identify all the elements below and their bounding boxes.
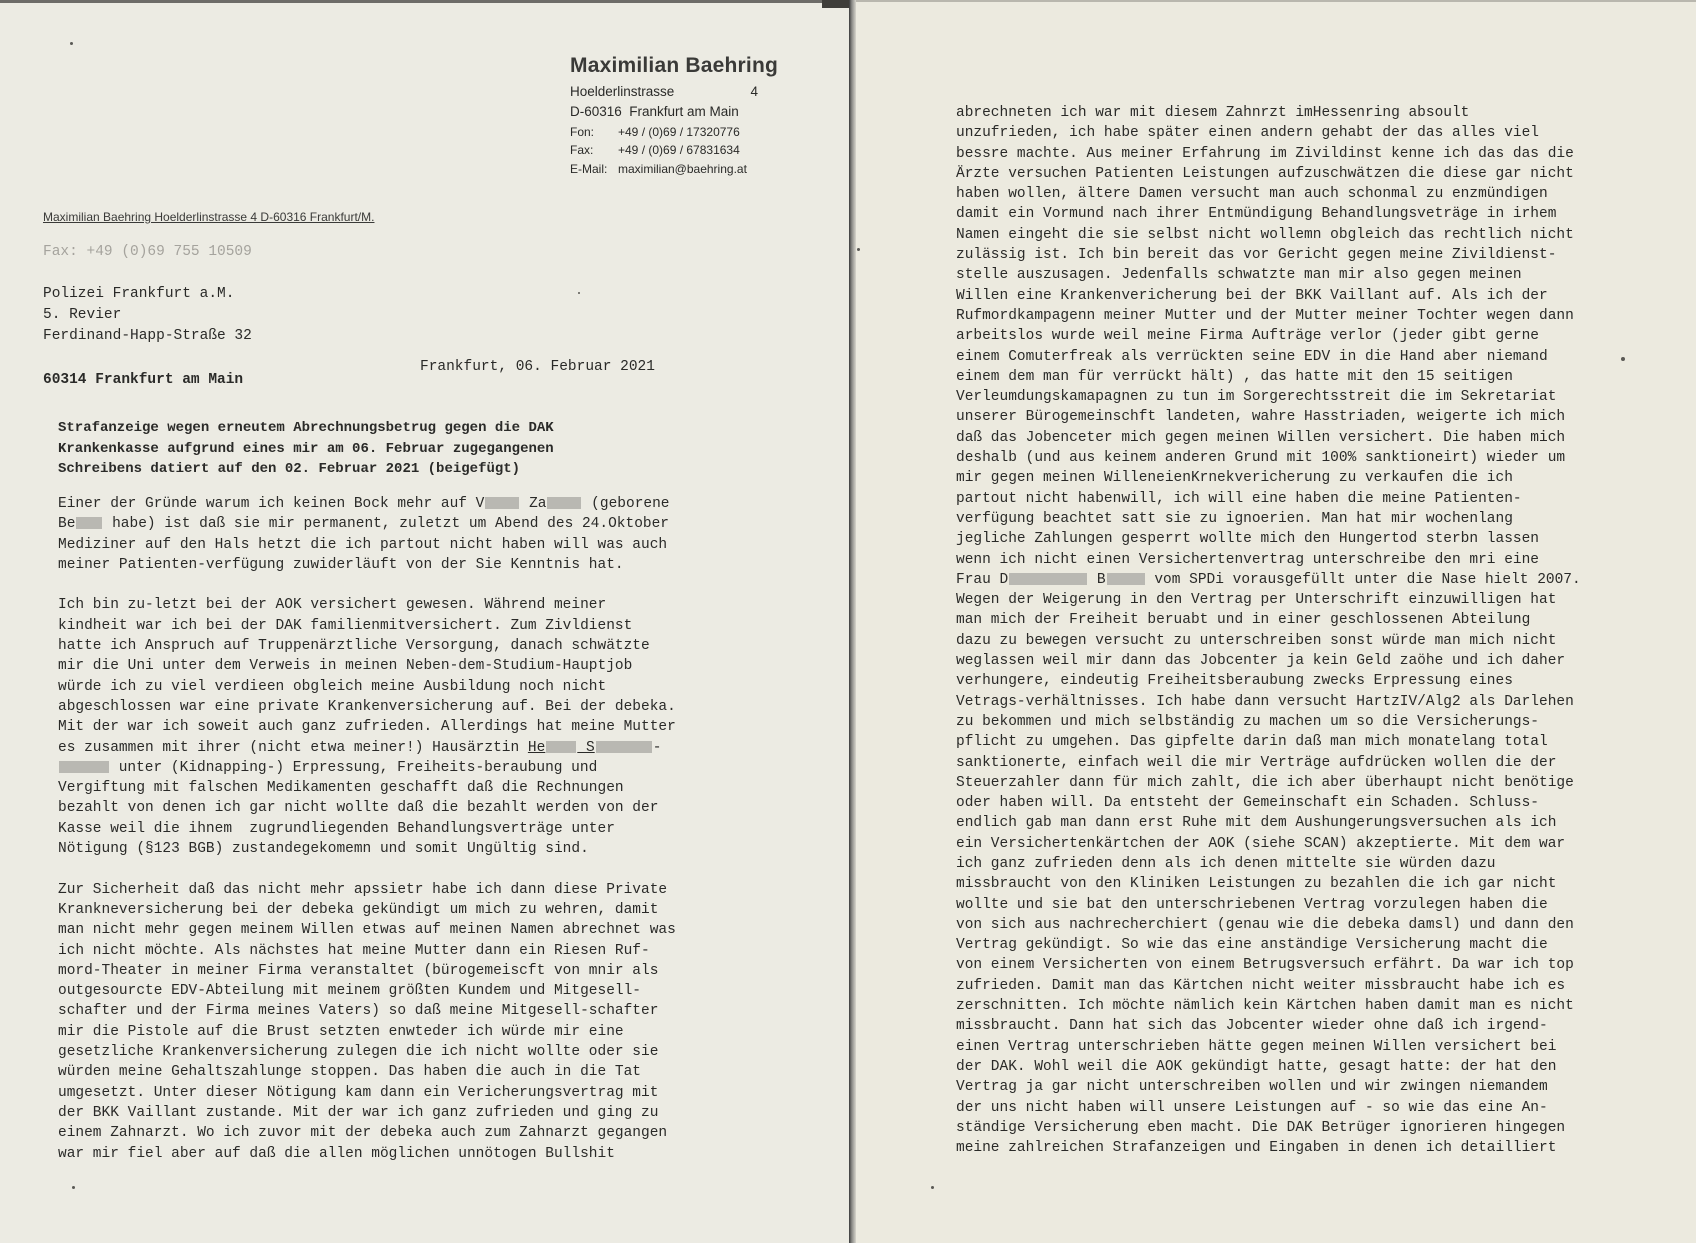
recipient-line-1: Polizei Frankfurt a.M. <box>43 286 235 302</box>
email-label: E-Mail: <box>570 162 608 176</box>
redaction-block <box>485 497 519 509</box>
right-text-part-2: B <box>1088 571 1106 588</box>
p1-text-c: (geborene <box>582 496 670 512</box>
recipient-line-2: 5. Revier <box>43 307 122 323</box>
p1-text-d: Be <box>58 516 76 533</box>
fax-label: Fax: <box>570 143 594 157</box>
letterhead-street: Hoelderlinstrasse <box>570 84 675 99</box>
letterhead-email-row <box>570 162 747 176</box>
redaction-block <box>59 761 109 773</box>
letterhead-street-no: 4 <box>750 84 758 99</box>
letter-body-right <box>956 103 1676 1158</box>
redaction-block <box>547 497 581 509</box>
scan-speck <box>1621 357 1625 361</box>
scan-mark <box>822 0 850 8</box>
p2-dash: - <box>652 739 662 756</box>
p1-text-e: habe) ist daß sie mir permanent, zuletzt um Abend des 24.Oktober <box>103 516 669 533</box>
letterhead-phone-row <box>570 125 740 139</box>
scan-edge-top <box>0 0 852 3</box>
phone-label: Fon: <box>570 125 595 139</box>
right-text-part-3: vom SPDi vorausgefüllt unter die Nase hielt 2007. Wegen der Weigerung in den Vertrag per Unterschrift einzuwilligen hat man mich der Freiheit beruabt und in einer geschlossenen Abteilung dazu zu bewegen versucht zu unterschreiben sonst würde man mich nicht weglassen weil mir dann das Jobcenter ja kein Geld zaöhe und ich daher verhungere, eindeutig Freiheitsberaubung zwecks Erpressung eines Vetrags-verhältnisses. Ich habe dann versucht HartzIV/Alg2 als Darlehen zu bekommen und mich selbständig zu machen um so die Versicherungs- pflicht zu umgehen. Das gipfelte darin daß man mich monatelang total sanktionerte, einfach weil die mir Verträge aufdrücken wollen die der Steuerzahler dann für mich zahlt, die ich aber überhaupt nicht benötige oder haben will. Da entsteht der Gemeinschaft ein Schaden. Schluss- endlich gab man dann erst Ruhe mit dem Aushungerungsversuchen als ich ein Versichertenkärtchen der AOK (siehe SCAN) akzeptierte. Mit dem war ich ganz zufrieden denn als ich denen mittelte sie würden dazu missbraucht von den Kliniken Leistungen zu bezahlen die ich gar nicht wollte und sie bat den unterschriebenen Vertrag vorzulegen haben die von sich aus nachrecherchiert (genau wie die debeka damsl) und dann den Vertrag gekündigt. So wie das eine anständige Versicherung macht die von einem Versicherten von einem Betrugsversuch erfährt. Da war ich top zufrieden. Damit man das Kärtchen nicht weiter missbraucht habe ich es zerschnitten. Ich möchte nämlich kein Kärtchen haben damit man es nicht missbraucht. Dann hat sich das Jobcenter wieder ohne daß ich irgend- einen Vertrag unterschrieben hätte gegen meinen Willen versichert bei der DAK. Wohl weil die AOK gekündigt hatte, gesagt hatte: der hat den Vertrag ja gar nicht unterschreiben wollen und wir zwingen niemandem der uns nicht haben will unsere Leistungen auf - so wie das eine An- ständige Versicherung eben macht. Die DAK Betrüger ignorieren hingegen meine zahlreichen Strafanzeigen und Eingaben in denen ich detailliert <box>956 571 1581 1157</box>
letter-date: Frankfurt, 06. Februar 2021 <box>420 359 655 375</box>
fax-value: +49 / (0)69 / 67831634 <box>618 143 740 157</box>
redaction-block <box>1107 573 1145 585</box>
right-text-part-1: abrechneten ich war mit diesem Zahnrzt imHessenring absoult unzufrieden, ich habe später einen andern gehabt der das alles viel bessre machte. Aus meiner Erfahrung im Zivildinst kenne ich das das die Ärzte versuchen Patienten Leistungen aufzuschwätzen die diese gar nicht haben wollen, ältere Damen versucht man auch schonmal zu enzmündigen damit ein Vormund nach ihrer Entmündigung Behandlungsveträge in irhem Namen eingeht die sie selbst nicht wollemn obgleich das rechtlich nicht zulässig ist. Ich bin bereit das vor Gericht gegen meine Zivildienst- stelle auszusagen. Jedenfalls schwatzte man mir also gegen meinen Willen eine Krankenvericherung bei der BKK Vaillant auf. Als ich der Rufmordkampagenn meiner Mutter und der Mutter meiner Tochter wegen dann arbeitslos wurde weil meine Firma Aufträge verlor (jeder gibt gerne einem Comuterfreak als verrückten seine EDV in die Hand aber niemand einem dem man für verrückt hält) , das hatte mit den 15 seitigen Verleumdungskamapagnen zu tun im Sorgerechtsstreit die im Sekretariat unserer Bürogemeinschft landeten, wahre Hasstriaden, weigerte ich mich daß das Jobenceter mich gegen meinen Willen versichert. Die haben mich deshalb (und aus keinem anderen Grund mit 100% sanktioneirt) wieder um mir gegen meinen WilleneienKrnekvericherung zu verkaufen die ich partout nicht habenwill, ich will eine haben die meine Patienten- verfügung beachtet satt sie zu ignoerien. Man hat mir wochenlang jegliche Zahlungen gesperrt wollte mich den Hungertod sterbn lassen wenn ich nicht einen Versichertenvertrag unterschreibe den mri eine Frau D <box>956 105 1574 588</box>
scan-speck <box>931 1186 934 1189</box>
p1-text-rest: Mediziner auf den Hals hetzt die ich partout nicht haben will was auch meiner Patienten-verfügung zuwiderläuft von der Sie Kenntnis hat. <box>58 536 668 573</box>
p1-text-a: Einer der Gründe warum ich keinen Bock mehr auf V <box>58 496 485 512</box>
p2-text-b: unter (Kidnapping-) Erpressung, Freiheits-beraubung und Vergiftung mit falschen Medikamenten geschafft daß die Rechnungen bezahlt von denen ich gar nicht wollte daß die bezahlt werden von der Kasse weil die ihnem zugrundliegenden Behandlungsverträge unter Nötigung (§123 BGB) zustandegekomemn und somit Ungültig sind. <box>58 759 659 858</box>
letterhead-fax-row <box>570 143 740 157</box>
scan-speck <box>70 42 73 45</box>
scan-edge-top-right <box>856 0 1696 2</box>
redaction-block <box>596 741 652 753</box>
scan-speck <box>72 1186 75 1189</box>
paragraph-1 <box>58 494 738 575</box>
p2-text-a: Ich bin zu-letzt bei der AOK versichert gewesen. Während meiner kindheit war ich bei der DAK familienmitversichert. Zum Zivldienst hatte ich Anspruch auf Truppenärztliche Versorgung, danach schwätzte mir die Uni unter dem Verweis in meinen Neben-dem-Studium-Hauptjob würde ich zu viel verdieen obgleich meine Ausbildung noch nicht abgeschlossen war eine private Krankenversicherung auf. Bei der debeka. Mit der war ich soweit auch ganz zufrieden. Allerdings hat meine Mutter es zusammen mit ihrer (nicht etwa meiner!) Hausärztin <box>58 597 676 756</box>
letter-body-left <box>58 494 738 1184</box>
sender-return-line: Maximilian Baehring Hoelderlinstrasse 4 D-60316 Frankfurt/M. <box>43 210 375 224</box>
scan-speck <box>857 248 860 251</box>
redaction-block <box>1009 573 1087 585</box>
recipient-line-3: Ferdinand-Happ-Straße 32 <box>43 328 252 344</box>
paragraph-2 <box>58 595 738 859</box>
letter-subject: Strafanzeige wegen erneutem Abrechnungsbetrug gegen die DAK Krankenkasse aufgrund eines mir am 06. Februar zugegangenen Schreibens datiert auf den 02. Februar 2021 (beigefügt) <box>58 420 554 477</box>
email-value: maximilian@baehring.at <box>618 162 747 176</box>
letterhead-city: D-60316 Frankfurt am Main <box>570 104 739 119</box>
p2-name-2: S <box>577 739 595 756</box>
p2-name-1: He <box>527 739 546 756</box>
letterhead-name: Maximilian Baehring <box>570 54 779 77</box>
phone-value: +49 / (0)69 / 17320776 <box>618 125 740 139</box>
page-right <box>856 0 1696 1243</box>
scan-speck <box>578 292 580 294</box>
recipient-line-4: 60314 Frankfurt am Main <box>43 372 244 388</box>
p1-text-b: Za <box>520 496 547 512</box>
redaction-block <box>546 741 576 753</box>
letterhead-street-row <box>570 84 758 99</box>
recipient-fax-line: Fax: +49 (0)69 755 10509 <box>43 244 252 260</box>
redaction-block <box>76 517 102 529</box>
page-gutter <box>849 0 856 1243</box>
paragraph-3: Zur Sicherheit daß das nicht mehr apssietr habe ich dann diese Private Krankneversicherung bei der debeka gekündigt um mich zu wehren, damit man nicht mehr gegen meinem Willen etwas auf meinen Namen abrechnet was ich nicht möchte. Als nächstes hat meine Mutter dann ein Riesen Ruf- mord-Theater in meiner Firma veranstaltet (bürogemeiscft von mnir als outgesourcte EDV-Abteilung mit meinem größten Kundem und Mitgesell- schafter und der Firma meines Vaters) so daß meine Mitgesell-schafter mir die Pistole auf die Brust setzten enwteder ich würde mir eine gesetzliche Krankenversicherung zulegen die ich nicht wollte oder sie würden meine Gehaltszahlunge stoppen. Das haben die auch in die Tat umgesetzt. Unter dieser Nötigung kam dann ein Vericherungsvertrag mit der BKK Vaillant zustande. Mit der war ich ganz zufrieden und ging zu einem Zahnarzt. Wo ich zuvor mit der debeka auch zum Zahnarzt gegangen war mir fiel aber auf daß die allen möglichen unnötogen Bullshit <box>58 881 676 1162</box>
